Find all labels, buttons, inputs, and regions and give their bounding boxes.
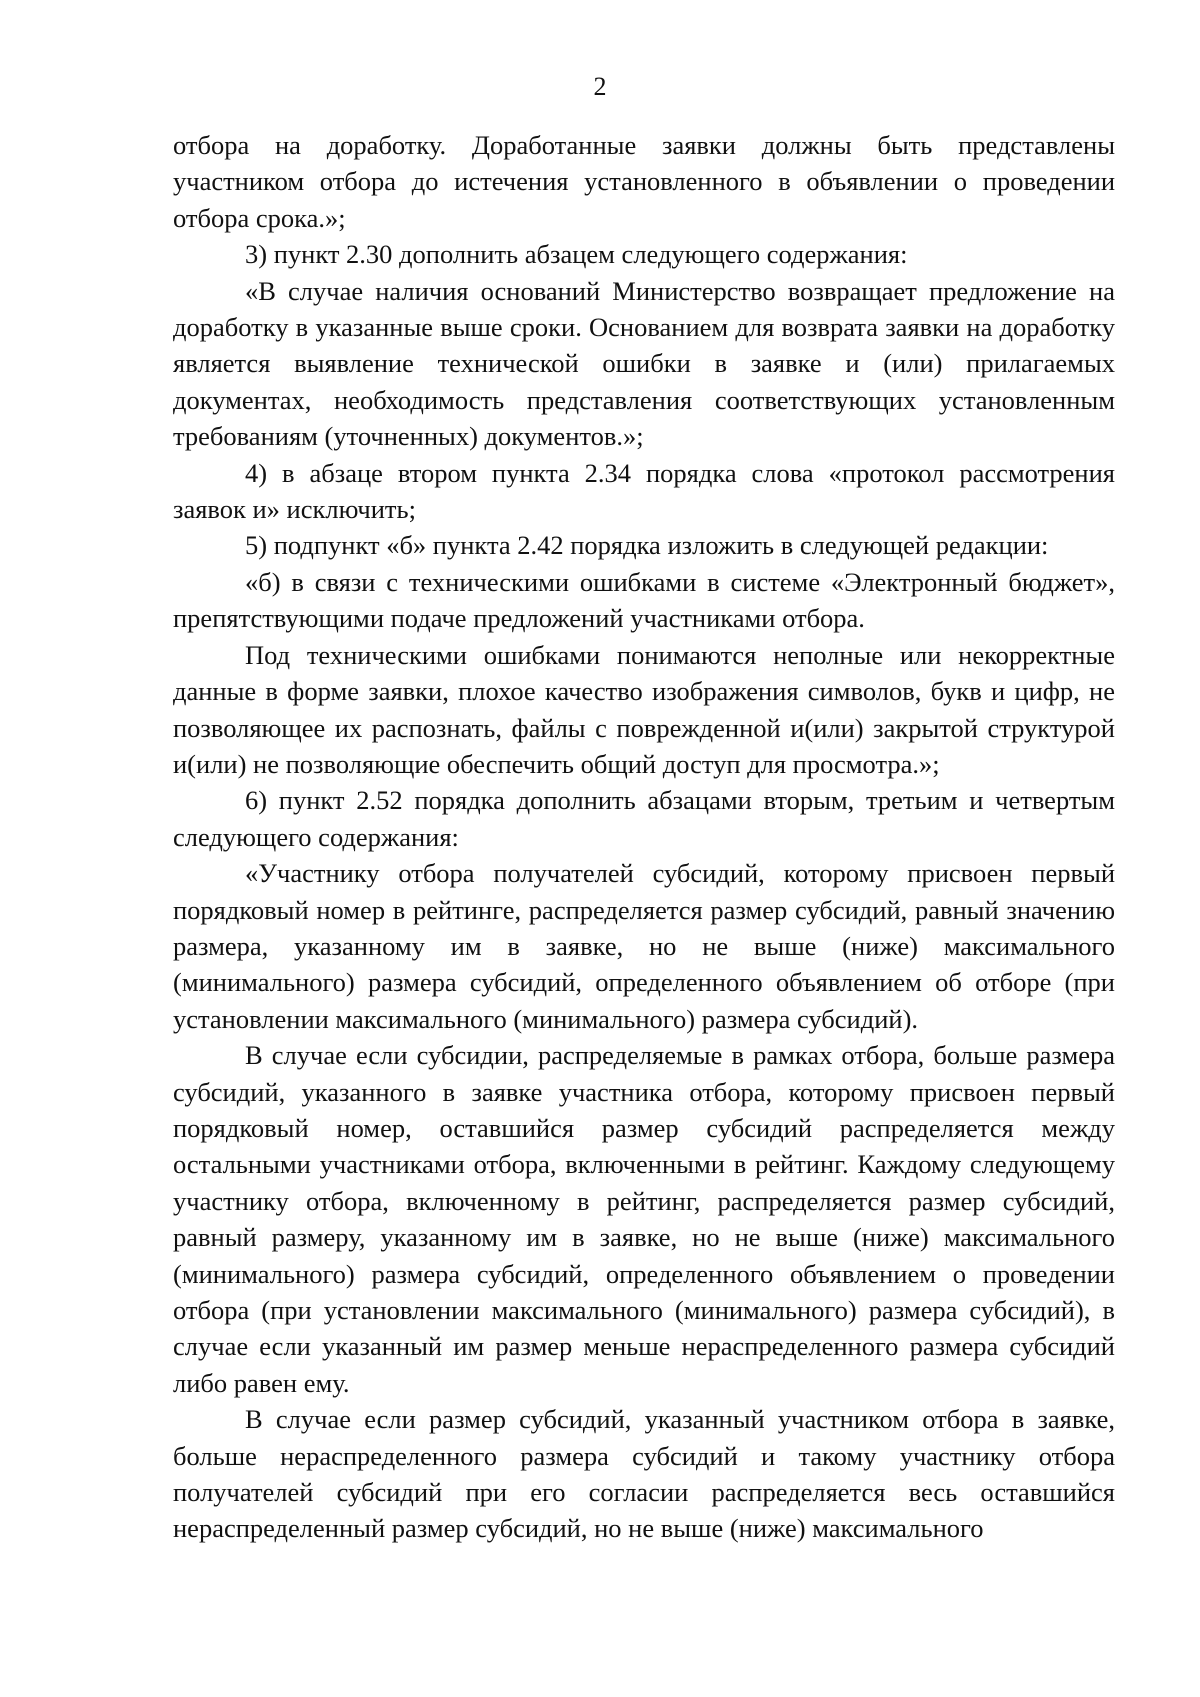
paragraph: «Участнику отбора получателей субсидий, которому присвоен первый порядковый номер в рейтинге, распределяется размер субсидий, равный значению размера, указанному им в заявке, но не выше (ниже) максимального (минимального) размера субсидий, определенного объявлением об отборе (при установлении максимального (минимального) размера субсидий). bbox=[173, 858, 1115, 1034]
page-number: 2 bbox=[593, 72, 607, 101]
paragraph: В случае если размер субсидий, указанный участником отбора в заявке, больше нераспределенного размера субсидий и такому участнику отбора получателей субсидий при его согласии распределяется весь оставшийся нераспределенный размер субсидий, но не выше (ниже) максимального bbox=[173, 1404, 1115, 1544]
document-body bbox=[173, 127, 1115, 1547]
paragraph: Под техническими ошибками понимаются неполные или некорректные данные в форме заявки, плохое качество изображения символов, букв и цифр, не позволяющее их распознать, файлы с поврежденной и(или) закрытой структурой и(или) не позволяющие обеспечить общий доступ для просмотра.»; bbox=[173, 639, 1115, 779]
paragraph: 4) в абзаце втором пункта 2.34 порядка слова «протокол рассмотрения заявок и» исключить; bbox=[173, 457, 1115, 525]
paragraph: «б) в связи с техническими ошибками в системе «Электронный бюджет», препятствующими подаче предложений участниками отбора. bbox=[173, 566, 1115, 634]
paragraph: отбора на доработку. Доработанные заявки должны быть представлены участником отбора до истечения установленного в объявлении о проведении отбора срока.»; bbox=[173, 130, 1115, 233]
paragraph: «В случае наличия оснований Министерство возвращает предложение на доработку в указанные выше сроки. Основанием для возврата заявки на доработку является выявление технической ошибки в заявке и (или) прилагаемых документах, необходимость представления соответствующих установленным требованиям (уточненных) документов.»; bbox=[173, 275, 1115, 452]
paragraph: 6) пункт 2.52 порядка дополнить абзацами вторым, третьим и четвертым следующего содержания: bbox=[173, 785, 1115, 852]
paragraph: 5) подпункт «б» пункта 2.42 порядка изложить в следующей редакции: bbox=[245, 530, 1049, 561]
paragraph: 3) пункт 2.30 дополнить абзацем следующего содержания: bbox=[245, 239, 908, 270]
paragraph: В случае если субсидии, распределяемые в рамках отбора, больше размера субсидий, указанного в заявке участника отбора, которому присвоен первый порядковый номер, оставшийся размер субсидий распределяется между остальными участниками отбора, включенными в рейтинг. Каждому следующему участнику отбора, включенному в рейтинг, распределяется размер субсидий, равный размеру, указанному им в заявке, но не выше (ниже) максимального (минимального) размера субсидий, определенного объявлением о проведении отбора (при установлении максимального (минимального) размера субсидий), в случае если указанный им размер меньше нераспределенного размера субсидий либо равен ему. bbox=[173, 1040, 1115, 1398]
